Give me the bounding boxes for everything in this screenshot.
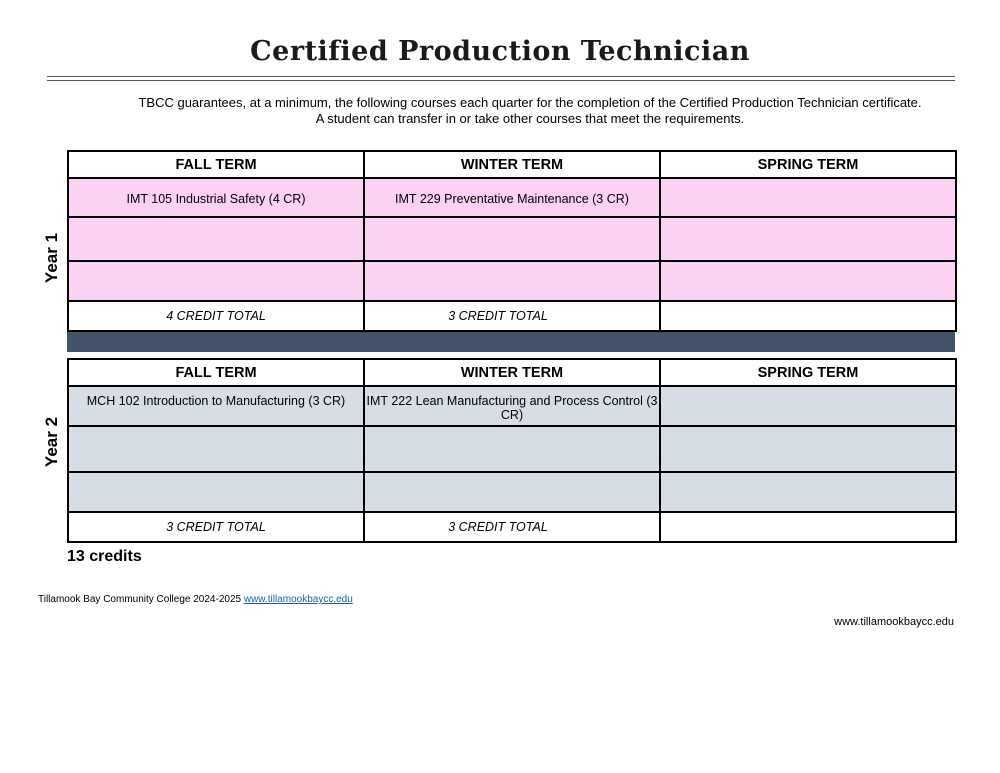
course-cell xyxy=(364,261,660,301)
winter-credit-total: 3 CREDIT TOTAL xyxy=(364,301,660,331)
course-cell xyxy=(364,217,660,261)
title-rule-bottom xyxy=(47,80,955,81)
credits-total: 13 credits xyxy=(67,548,142,565)
table-row xyxy=(68,386,956,426)
footer-text: Tillamook Bay Community College 2024-2025 xyxy=(38,594,244,605)
table-row xyxy=(68,178,956,217)
course-cell xyxy=(68,217,364,261)
footer-website: www.tillamookbaycc.edu xyxy=(834,616,954,628)
spring-term-header: SPRING TERM xyxy=(660,359,956,386)
course-cell xyxy=(364,472,660,512)
page-title: Certified Production Technician xyxy=(250,36,750,67)
course-cell: MCH 102 Introduction to Manufacturing (3 CR) xyxy=(68,386,364,426)
winter-term-header: WINTER TERM xyxy=(364,359,660,386)
year-1-label: Year 1 xyxy=(42,232,61,284)
college-website-link[interactable]: www.tillamookbaycc.edu xyxy=(243,594,353,605)
course-cell xyxy=(660,426,956,472)
winter-credit-total: 3 CREDIT TOTAL xyxy=(364,512,660,542)
year-2-label: Year 2 xyxy=(42,416,61,468)
winter-term-header: WINTER TERM xyxy=(364,151,660,178)
fall-term-header: FALL TERM xyxy=(68,151,364,178)
footer xyxy=(38,594,353,605)
course-cell: IMT 105 Industrial Safety (4 CR) xyxy=(68,178,364,217)
course-cell xyxy=(660,261,956,301)
year-separator-bar xyxy=(67,332,955,352)
year-2-header-row xyxy=(68,359,956,386)
course-cell xyxy=(660,217,956,261)
total-row xyxy=(68,301,956,331)
course-cell: IMT 229 Preventative Maintenance (3 CR) xyxy=(364,178,660,217)
spring-credit-total xyxy=(660,301,956,331)
table-row xyxy=(68,426,956,472)
year-1-table xyxy=(67,150,957,332)
course-cell: IMT 222 Lean Manufacturing and Process Control (3 CR) xyxy=(364,386,660,426)
year-2-table xyxy=(67,358,957,543)
fall-credit-total: 4 CREDIT TOTAL xyxy=(68,301,364,331)
course-cell xyxy=(364,426,660,472)
title-rule-top xyxy=(47,76,955,77)
course-cell xyxy=(660,386,956,426)
table-row xyxy=(68,217,956,261)
year-1-header-row xyxy=(68,151,956,178)
course-cell xyxy=(660,472,956,512)
table-row xyxy=(68,472,956,512)
fall-term-header: FALL TERM xyxy=(68,359,364,386)
course-cell xyxy=(660,178,956,217)
table-row xyxy=(68,261,956,301)
intro-line-2: A student can transfer in or take other courses that meet the requirements. xyxy=(315,111,745,126)
course-cell xyxy=(68,261,364,301)
intro-text xyxy=(130,95,930,127)
spring-term-header: SPRING TERM xyxy=(660,151,956,178)
course-cell xyxy=(68,472,364,512)
total-row xyxy=(68,512,956,542)
spring-credit-total xyxy=(660,512,956,542)
intro-line-1: TBCC guarantees, at a minimum, the following courses each quarter for the completion of the Certified Production Technician certificate. xyxy=(138,95,922,110)
course-cell xyxy=(68,426,364,472)
fall-credit-total: 3 CREDIT TOTAL xyxy=(68,512,364,542)
